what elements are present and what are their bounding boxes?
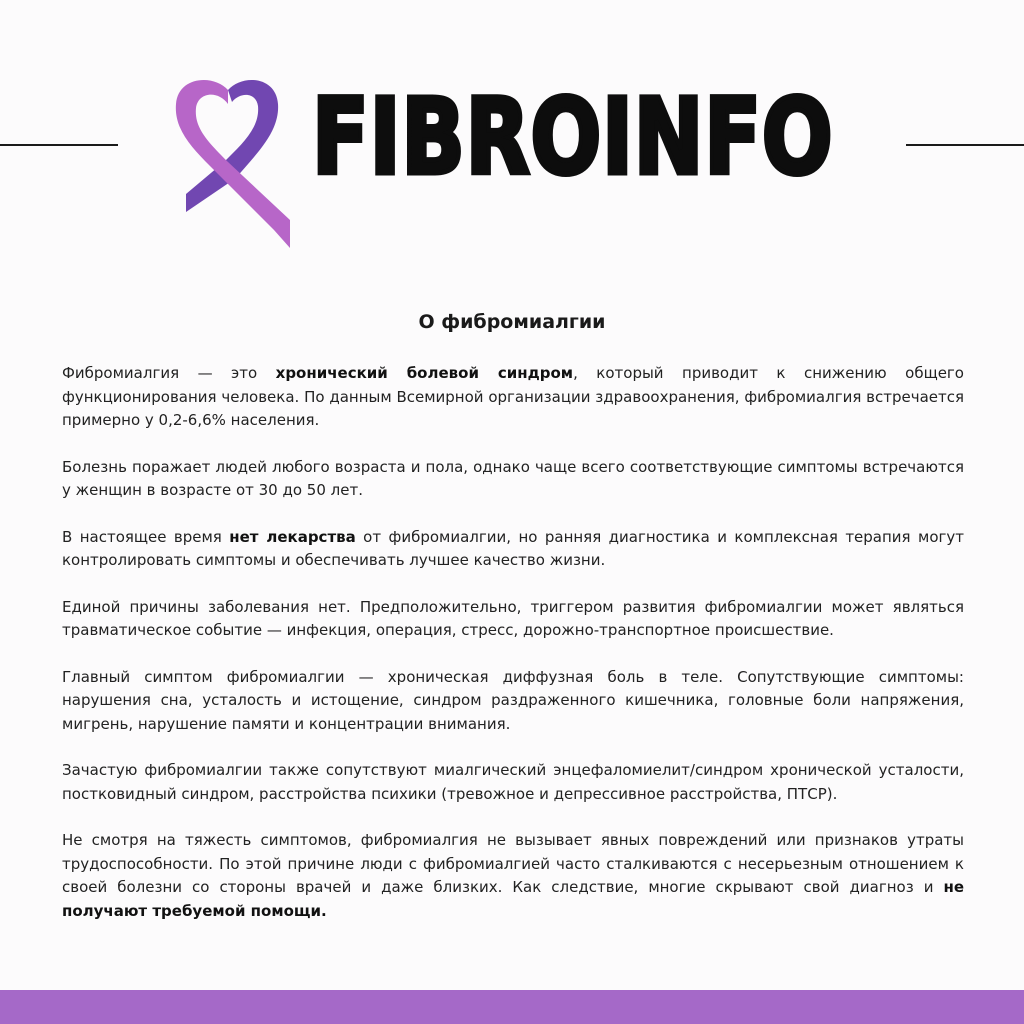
paragraph-5: Главный симптом фибромиалгии — хроническая диффузная боль в теле. Сопутствующие симптомы: нарушения сна, усталость и истощение, синдром раздраженного кишечника, головные боли напряжения, мигрень, нарушение памяти и концентрации внимания. bbox=[62, 667, 964, 733]
article-body bbox=[62, 362, 964, 946]
header-divider-left bbox=[0, 144, 118, 146]
paragraph-1: Фибромиалгия — это хронический болевой синдром, который приводит к снижению общего функционирования человека. По данным Всемирной организации здравоохранения, фибромиалгия встречается примерно у 0,2-6,6% населения. bbox=[62, 364, 964, 429]
header-divider-right bbox=[906, 144, 1024, 146]
emphasis-no-help: не получают требуемой помощи. bbox=[62, 878, 964, 920]
paragraph-3: В настоящее время нет лекарства от фибромиалгии, но ранняя диагностика и комплексная терапия могут контролировать симптомы и обеспечивать лучшее качество жизни. bbox=[62, 527, 964, 569]
emphasis-chronic-pain: хронический болевой синдром bbox=[275, 364, 574, 382]
footer-bar bbox=[0, 990, 1024, 1024]
paragraph-4: Единой причины заболевания нет. Предположительно, триггером развития фибромиалгии может являться травматическое событие — инфекция, операция, стресс, дорожно-транспортное происшествие. bbox=[62, 597, 964, 639]
page-title: О фибромиалгии bbox=[418, 311, 606, 333]
paragraph-6: Зачастую фибромиалгии также сопутствуют миалгический энцефаломиелит/синдром хронической усталости, постковидный синдром, расстройства психики (тревожное и депрессивное расстройства, ПТСР). bbox=[62, 761, 964, 803]
paragraph-2: Болезнь поражает людей любого возраста и пола, однако чаще всего соответствующие симптомы встречаются у женщин в возрасте от 30 до 50 лет. bbox=[62, 457, 964, 499]
paragraph-7: Не смотря на тяжесть симптомов, фибромиалгия не вызывает явных повреждений или признаков утраты трудоспособности. По этой причине люди с фибромиалгией часто сталкиваются с несерьезным отношением к своей болезни со стороны врачей и даже близких. Как следствие, многие скрывают свой диагноз и не получают требуемой помощи. bbox=[62, 831, 964, 920]
emphasis-no-cure: нет лекарства bbox=[229, 527, 356, 546]
ribbon-heart-logo-icon bbox=[164, 70, 292, 250]
brand-wordmark: FIBROINFO bbox=[312, 76, 834, 198]
